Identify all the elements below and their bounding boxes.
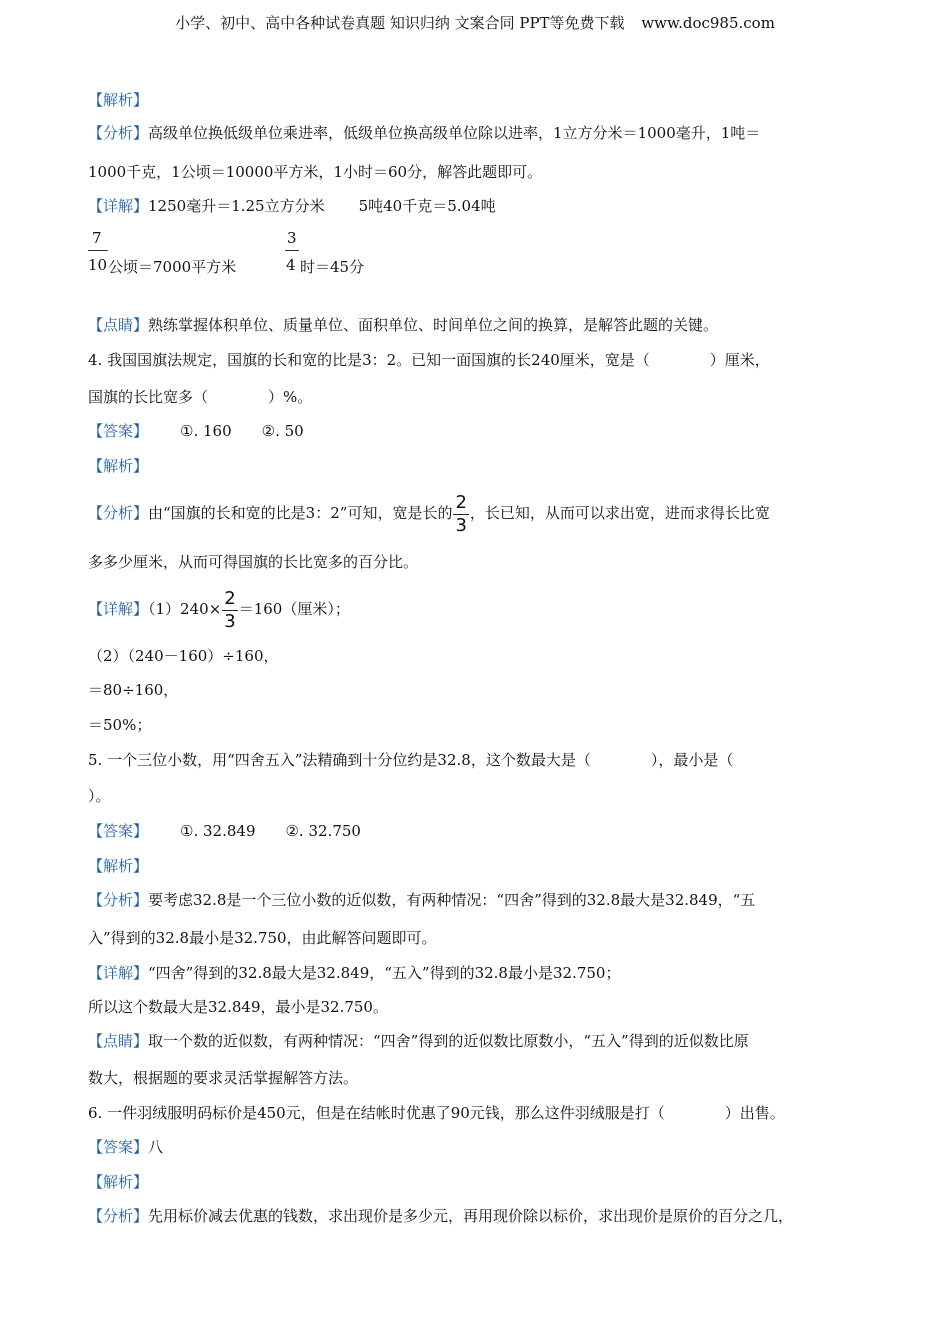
analysis-4-line-2: 多多少厘米，从而可得国旗的长比宽多的百分比。 — [88, 553, 419, 571]
tip-5-line-2: 数大，根据题的要求灵活掌握解答方法。 — [88, 1069, 359, 1087]
page-header — [0, 12, 950, 33]
header-site-link[interactable]: www.doc985.com — [641, 14, 775, 32]
answer-5 — [88, 821, 361, 841]
tag-xiangjie-4: 【详解】 — [88, 600, 149, 618]
tag-fenxi: 【分析】 — [88, 124, 149, 142]
tag-fenxi-6: 【分析】 — [88, 1207, 149, 1225]
tag-fenxi-5: 【分析】 — [88, 891, 149, 909]
question-5: 5. 一个三位小数，用“四舍五入”法精确到十分位约是32.8，这个数最大是（ ），最小是（ — [88, 751, 734, 769]
tag-daan: 【答案】 — [88, 422, 149, 440]
fraction-2-numerator: 3 — [287, 229, 297, 247]
detail-line — [88, 196, 496, 216]
detail-4-step-3: ＝80÷160， — [88, 681, 179, 699]
fraction-two-thirds-2 — [222, 587, 237, 632]
detail-5-text: “四舍”得到的32.8最大是32.849，“五入”得到的32.8最小是32.750； — [148, 964, 621, 982]
analysis-5-line — [88, 890, 755, 910]
detail-text-2: 5吨40千克＝5.04吨 — [358, 197, 496, 215]
tag-dianjing-5: 【点睛】 — [88, 1032, 149, 1050]
question-6: 6. 一件羽绒服明码标价是450元，但是在结帐时优惠了90元钱，那么这件羽绒服是打（ ）出售。 — [88, 1104, 785, 1122]
analysis-6-line — [88, 1206, 793, 1226]
answer-4-text: ①. 160 ②. 50 — [180, 422, 304, 440]
header-text: 小学、初中、高中各种试卷真题 知识归纳 文案合同 PPT等免费下载 — [175, 14, 625, 32]
detail-4-step-2: （2）（240－160）÷160， — [88, 647, 279, 665]
question-4-line-2: 国旗的长比宽多（ ）%。 — [88, 388, 313, 406]
fraction-2-3-numerator: 2 — [224, 587, 236, 609]
tip-text: 熟练掌握体积单位、质量单位、面积单位、时间单位之间的换算，是解答此题的关键。 — [148, 316, 719, 334]
section-tag-jiexi-6: 【解析】 — [88, 1173, 149, 1191]
tag-daan-6: 【答案】 — [88, 1138, 149, 1156]
detail-text-1: 1250毫升＝1.25立方分米 — [148, 197, 325, 215]
fraction-2-bar — [285, 250, 299, 251]
fraction-1-text: 公顷＝7000平方米 — [108, 258, 237, 276]
question-5-line-2: ）。 — [88, 787, 111, 805]
analysis-line-2: 1000千克，1公顷＝10000平方米，1小时＝60分，解答此题即可。 — [88, 163, 543, 181]
answer-4 — [88, 421, 304, 441]
section-tag-jiexi-5: 【解析】 — [88, 857, 149, 875]
fraction-two-thirds — [453, 491, 468, 536]
detail-5-line-2: 所以这个数最大是32.849，最小是32.750。 — [88, 998, 388, 1016]
detail-4-step-4: ＝50%； — [88, 716, 152, 734]
fraction-1-denominator: 10 — [88, 256, 108, 274]
detail-4-line — [88, 588, 350, 631]
tag-xiangjie: 【详解】 — [88, 197, 149, 215]
analysis-5-line-2: 入”得到的32.8最小是32.750，由此解答问题即可。 — [88, 929, 437, 947]
detail-4-text-1: （1）240× — [148, 600, 222, 618]
fraction-2-text: 时＝45分 — [300, 258, 365, 276]
analysis-line — [88, 123, 760, 143]
tip-5-text: 取一个数的近似数，有两种情况：“四舍”得到的近似数比原数小，“五入”得到的近似数比原 — [148, 1032, 749, 1050]
answer-6-text: 八 — [148, 1138, 164, 1156]
section-tag-jiexi-4: 【解析】 — [88, 457, 149, 475]
answer-5-text: ①. 32.849 ②. 32.750 — [180, 822, 361, 840]
fraction-2-3-denominator: 3 — [224, 610, 236, 632]
tag-daan-5: 【答案】 — [88, 822, 149, 840]
fraction-1-bar — [88, 250, 108, 251]
analysis-5-text: 要考虑32.8是一个三位小数的近似数，有两种情况：“四舍”得到的32.8最大是32.849，“五 — [148, 891, 756, 909]
detail-4-text-2: ＝160（厘米）； — [238, 600, 350, 618]
fraction-1-numerator: 7 — [92, 229, 102, 247]
question-4: 4. 我国国旗法规定，国旗的长和宽的比是3：2。已知一面国旗的长240厘米，宽是（ ）厘米， — [88, 351, 770, 369]
fraction-two-thirds-denominator: 3 — [455, 514, 467, 536]
analysis-4-line — [88, 492, 770, 535]
tag-dianjing: 【点睛】 — [88, 316, 149, 334]
tag-fenxi-4: 【分析】 — [88, 504, 149, 522]
tag-xiangjie-5: 【详解】 — [88, 964, 149, 982]
analysis-4-text-1: 由“国旗的长和宽的比是3：2”可知，宽是长的 — [148, 504, 453, 522]
fraction-two-thirds-numerator: 2 — [455, 491, 467, 513]
answer-6 — [88, 1137, 163, 1157]
analysis-6-text: 先用标价减去优惠的钱数，求出现价是多少元，再用现价除以标价，求出现价是原价的百分之几， — [148, 1207, 794, 1225]
tip-5-line — [88, 1031, 749, 1051]
tip-line — [88, 315, 718, 335]
section-tag-jiexi: 【解析】 — [88, 91, 149, 109]
fraction-2-denominator: 4 — [286, 256, 296, 274]
analysis-4-text-2: ，长已知，从而可以求出宽，进而求得长比宽 — [469, 504, 770, 522]
detail-5-line — [88, 963, 620, 983]
analysis-text: 高级单位换低级单位乘进率，低级单位换高级单位除以进率，1立方分米＝1000毫升，1吨＝ — [148, 124, 761, 142]
